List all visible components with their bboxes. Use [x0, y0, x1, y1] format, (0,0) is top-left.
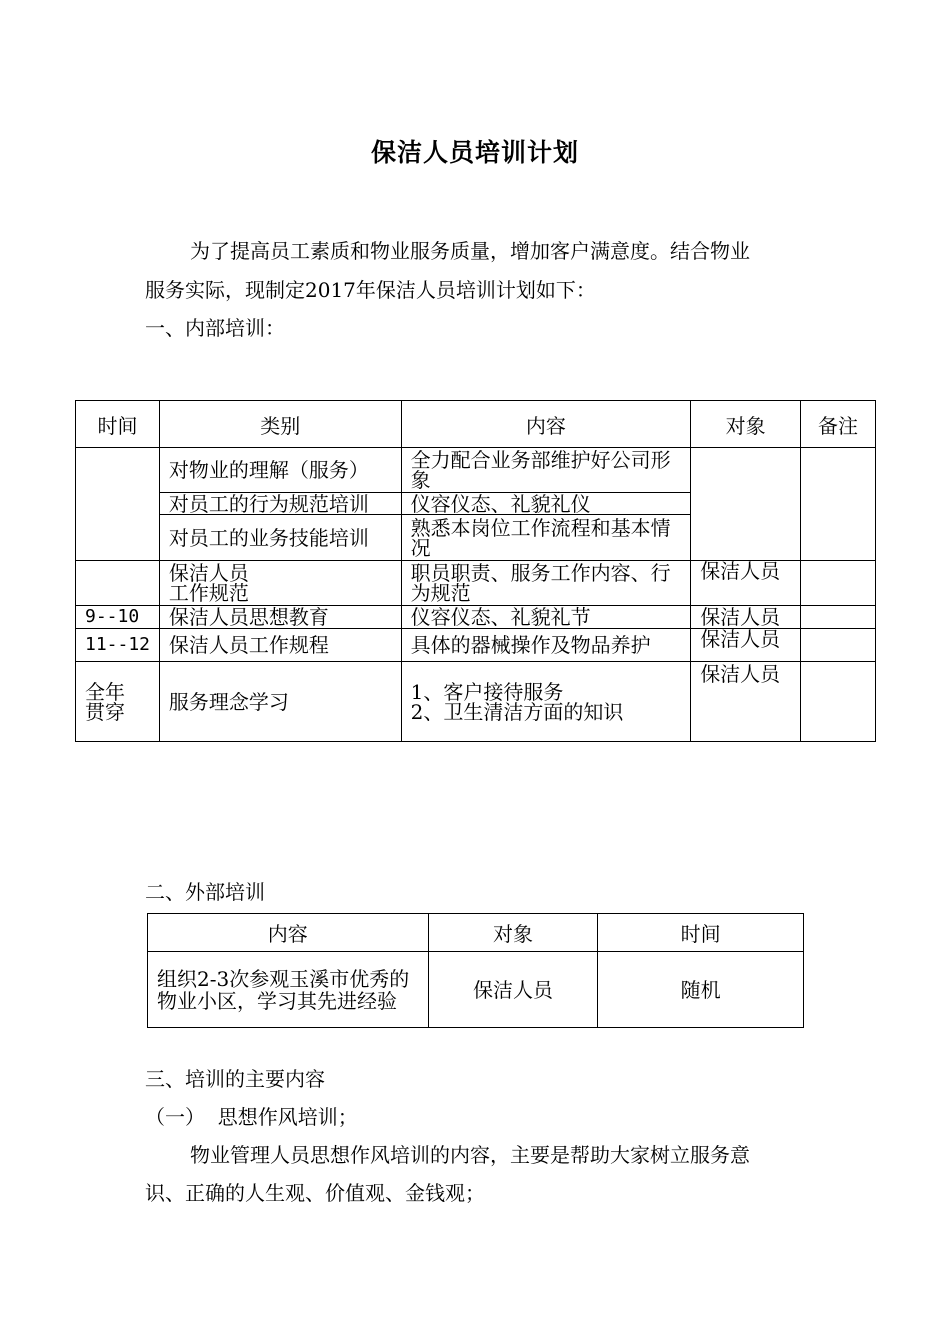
note-cell — [801, 448, 876, 561]
target-cell: 保洁人员 — [428, 952, 598, 1028]
note-cell — [801, 606, 876, 629]
category-cell: 保洁人员思想教育 — [159, 606, 401, 629]
category-cell: 保洁人员 工作规范 — [159, 561, 401, 606]
table-row — [76, 606, 876, 629]
intro-line-1: 为了提高员工素质和物业服务质量，增加客户满意度。结合物业 — [190, 239, 750, 263]
target-cell: 保洁人员 — [691, 662, 801, 742]
target-cell: 保洁人员 — [691, 606, 801, 629]
header-content: 内容 — [401, 401, 691, 448]
table-header-row — [76, 401, 876, 448]
header-time: 时间 — [76, 401, 160, 448]
content-cell: 职员职责、服务工作内容、行为规范 — [401, 561, 691, 606]
section-2-heading: 二、外部培训 — [145, 880, 265, 904]
table-row — [76, 629, 876, 662]
section-1-heading: 一、内部培训： — [145, 316, 285, 340]
external-training-table — [147, 913, 804, 1028]
header-note: 备注 — [801, 401, 876, 448]
table-row — [76, 448, 876, 493]
category-cell: 对员工的行为规范培训 — [159, 493, 401, 515]
time-cell: 全年 贯穿 — [76, 662, 160, 742]
category-cell: 保洁人员工作规程 — [159, 629, 401, 662]
content-cell: 仪容仪态、礼貌礼节 — [401, 606, 691, 629]
time-cell: 9--10 — [76, 606, 160, 629]
intro-line-2: 服务实际，现制定2017年保洁人员培训计划如下： — [145, 278, 596, 302]
header-category: 类别 — [159, 401, 401, 448]
content-cell: 组织2-3次参观玉溪市优秀的物业小区，学习其先进经验 — [148, 952, 429, 1028]
subsection-1-heading: （一） 思想作风培训； — [145, 1105, 358, 1129]
page-title: 保洁人员培训计划 — [370, 138, 579, 167]
table-row — [148, 952, 804, 1028]
section-3-para-line-1: 物业管理人员思想作风培训的内容，主要是帮助大家树立服务意 — [190, 1143, 750, 1167]
header-target: 对象 — [428, 914, 598, 952]
section-3-heading: 三、培训的主要内容 — [145, 1067, 325, 1091]
category-cell: 对物业的理解（服务） — [159, 448, 401, 493]
header-time: 时间 — [598, 914, 804, 952]
content-cell: 全力配合业务部维护好公司形象 — [401, 448, 691, 493]
header-content: 内容 — [148, 914, 429, 952]
time-cell: 随机 — [598, 952, 804, 1028]
time-cell — [76, 561, 160, 606]
category-cell: 服务理念学习 — [159, 662, 401, 742]
category-cell: 对员工的业务技能培训 — [159, 515, 401, 561]
note-cell — [801, 662, 876, 742]
content-cell: 1、客户接待服务 2、卫生清洁方面的知识 — [401, 662, 691, 742]
content-cell: 具体的器械操作及物品养护 — [401, 629, 691, 662]
table-row — [76, 561, 876, 606]
time-cell — [76, 448, 160, 561]
note-cell — [801, 561, 876, 606]
internal-training-table — [75, 400, 876, 742]
section-3-para-line-2: 识、正确的人生观、价值观、金钱观； — [145, 1181, 485, 1205]
header-target: 对象 — [691, 401, 801, 448]
content-cell: 仪容仪态、礼貌礼仪 — [401, 493, 691, 515]
table-row — [76, 662, 876, 742]
note-cell — [801, 629, 876, 662]
time-cell: 11--12 — [76, 629, 160, 662]
target-cell: 保洁人员 — [691, 629, 801, 662]
table-header-row — [148, 914, 804, 952]
target-cell — [691, 448, 801, 561]
content-cell: 熟悉本岗位工作流程和基本情况 — [401, 515, 691, 561]
target-cell: 保洁人员 — [691, 561, 801, 606]
